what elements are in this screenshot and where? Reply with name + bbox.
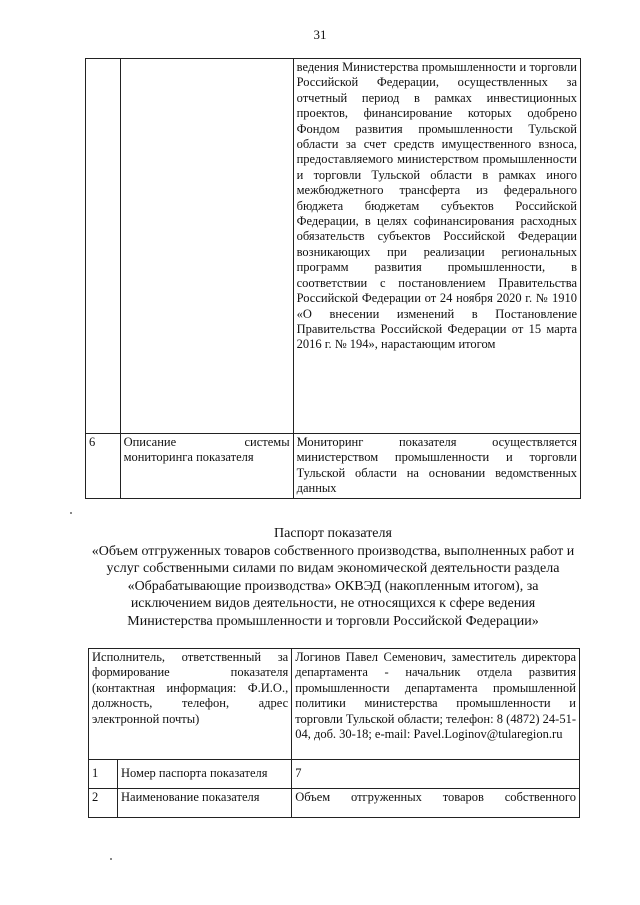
passport-title: Паспорт показателя	[274, 526, 392, 541]
row-number-cell	[86, 59, 121, 434]
row-number-cell: 2	[89, 789, 118, 818]
row-label-cell: Номер паспорта показателя	[118, 760, 292, 789]
scan-speck	[110, 858, 112, 860]
executor-value: Логинов Павел Семенович, заместитель директора департамента - начальник отдела развития промышленности департамента промышленной политики министерства промышленности и торговли Тульской области; телефон: 8 (4872) 24-51-04, доб. 30-18; e-mail: Pavel.Loginov@tularegion.ru	[292, 649, 580, 760]
table-row	[86, 434, 581, 499]
row-label-cell: Описание системы мониторинга показателя	[120, 434, 293, 499]
row-value-cell: 7	[292, 760, 580, 789]
continuation-text: ведения Министерства промышленности и торговли Российской Федерации, осуществленных за отчетный период в рамках инвестиционных проектов, финансирование которых одобрено Фондом развития промышленности Тульской области за счет средств имущественного взноса, предоставляемого министерством промышленности и торговли Тульской области в рамках иного межбюджетного трансферта из федерального бюджета бюджетам субъектов Российской Федерации, в целях софинансирования расходных обязательств субъектов Российской Федерации возникающих при реализации региональных программ развития промышленности, в соответствии с постановлением Правительства Российской Федерации от 24 ноября 2020 г. № 1910 «О внесении изменений в Постановление Правительства Российской Федерации от 15 марта 2016 г. № 194», нарастающим итогом	[293, 59, 580, 434]
row-value-cell: Объем отгруженных товаров собственного	[292, 789, 580, 818]
passport-table	[88, 648, 580, 818]
executor-label: Исполнитель, ответственный за формирование показателя (контактная информация: Ф.И.О., должность, телефон, адрес электронной почты)	[89, 649, 292, 760]
row-number-cell: 1	[89, 760, 118, 789]
passport-heading	[88, 525, 578, 630]
row-value-cell: Мониторинг показателя осуществляется министерством промышленности и торговли Тульской области на основании ведомственных данных	[293, 434, 580, 499]
table-row	[86, 59, 581, 434]
table-row	[89, 760, 580, 789]
indicator-table-continued	[85, 58, 581, 499]
table-row	[89, 789, 580, 818]
scan-speck	[70, 512, 72, 514]
row-label-cell	[120, 59, 293, 434]
table-row	[89, 649, 580, 760]
page-number: 31	[313, 27, 327, 42]
passport-subtitle: «Объем отгруженных товаров собственного производства, выполненных работ и услуг собственными силами по видам экономической деятельности раздела «Обрабатывающие производства» ОКВЭД (накопленным итогом), за исключением видов деятельности, не относящихся к сфере ведения Министерства промышленности и торговли Российской Федерации»	[91, 543, 575, 629]
row-number-cell: 6	[86, 434, 121, 499]
row-label-cell: Наименование показателя	[118, 789, 292, 818]
